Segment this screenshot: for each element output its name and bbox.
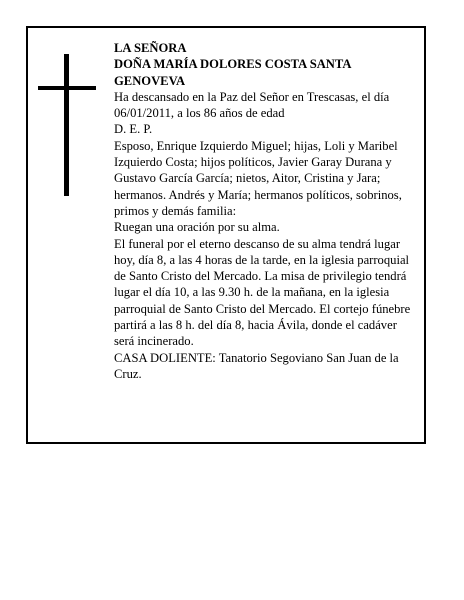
obituary-text [114, 40, 416, 382]
family-list: Esposo, Enrique Izquierdo Miguel; hijas, Loli y Maribel Izquierdo Costa; hijos políticos, Javier Garay Durana y Gustavo García García; nietos, Aitor, Cristina y Jara; hermanos. Andrés y María; hermanos políticos, sobrinos, primos y demás familia: [114, 138, 402, 218]
mourning-house: CASA DOLIENTE: Tanatorio Segoviano San Juan de la Cruz. [114, 350, 399, 381]
dep-text: D. E. P. [114, 122, 153, 137]
prayer-request: Ruegan una oración por su alma. [114, 220, 280, 235]
heading-title: LA SEÑORA [114, 41, 187, 55]
death-statement: Ha descansado en la Paz del Señor en Trescasas, el día 06/01/2011, a los 86 años de edad [114, 89, 390, 121]
cross-vertical-bar [64, 54, 69, 196]
deceased-name: DOÑA MARÍA DOLORES COSTA SANTA GENOVEVA [114, 57, 351, 88]
funeral-details: El funeral por el eterno descanso de su alma tendrá lugar hoy, día 8, a las 4 horas de la tarde, en la iglesia parroquial de Santo Cristo del Mercado. La misa de privilegio tendrá lugar el día 10, a las 9.30 h. de la mañana, en la iglesia parroquial de Santo Cristo del Mercado. El cortejo fúnebre partirá a las 8 h. del día 8, hacia Ávila, donde el cadáver será incinerado. [114, 236, 411, 349]
cross-horizontal-bar [38, 86, 96, 90]
